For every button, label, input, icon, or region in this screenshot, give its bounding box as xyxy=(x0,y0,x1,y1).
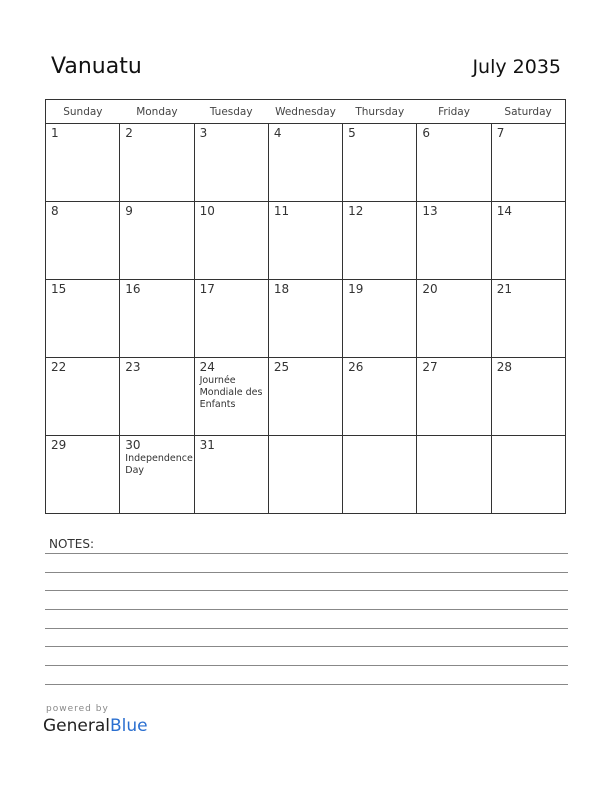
day-number: 27 xyxy=(422,360,438,374)
day-cell xyxy=(417,436,491,514)
day-number: 16 xyxy=(125,282,141,296)
day-cell xyxy=(343,124,417,202)
day-cell xyxy=(194,358,268,436)
day-cell xyxy=(194,436,268,514)
day-cell xyxy=(268,436,342,514)
day-number: 22 xyxy=(51,360,67,374)
brand-general: General xyxy=(43,716,110,736)
calendar-grid xyxy=(45,99,566,514)
day-number: 29 xyxy=(51,438,67,452)
day-number: 6 xyxy=(422,126,431,140)
day-number: 25 xyxy=(273,360,290,374)
week-row xyxy=(46,124,566,202)
notes-line xyxy=(45,609,568,610)
day-number: 30 xyxy=(125,438,141,452)
day-number: 28 xyxy=(496,360,512,374)
notes-line xyxy=(45,646,568,647)
day-number: 15 xyxy=(51,282,67,296)
day-cell xyxy=(194,202,268,280)
day-number: 26 xyxy=(348,360,364,374)
day-cell xyxy=(343,280,417,358)
day-number: 1 xyxy=(51,126,59,140)
generalblue-logo xyxy=(43,716,148,736)
day-cell xyxy=(194,280,268,358)
weekday-monday: Monday xyxy=(120,100,194,124)
day-cell xyxy=(417,358,491,436)
day-cell xyxy=(343,202,417,280)
day-number: 31 xyxy=(199,438,215,452)
day-number xyxy=(269,436,342,438)
notes-line xyxy=(45,553,568,554)
day-number: 17 xyxy=(199,282,215,296)
notes-line xyxy=(45,684,568,685)
day-number: 12 xyxy=(348,204,364,218)
day-number: 11 xyxy=(273,204,290,218)
holiday-label: Journée Mondiale des Enfants xyxy=(199,375,263,410)
week-row xyxy=(46,358,566,436)
day-cell xyxy=(417,124,491,202)
day-cell xyxy=(343,436,417,514)
day-cell xyxy=(343,358,417,436)
weekday-tuesday: Tuesday xyxy=(194,100,268,124)
day-cell xyxy=(46,280,120,358)
day-number: 4 xyxy=(273,126,282,140)
brand-blue: Blue xyxy=(110,716,148,736)
weekday-saturday: Saturday xyxy=(491,100,565,124)
day-cell xyxy=(46,124,120,202)
day-number: 9 xyxy=(125,204,133,218)
day-cell xyxy=(417,280,491,358)
week-row xyxy=(46,280,566,358)
month-title: July 2035 xyxy=(472,56,561,78)
day-number: 24 xyxy=(199,360,215,374)
day-number: 5 xyxy=(348,126,356,140)
weekday-thursday: Thursday xyxy=(343,100,417,124)
weekday-sunday: Sunday xyxy=(46,100,120,124)
day-cell xyxy=(491,280,565,358)
week-row xyxy=(46,436,566,514)
day-number: 7 xyxy=(496,126,505,140)
holiday-label: Independence Day xyxy=(125,453,193,476)
day-number: 18 xyxy=(273,282,290,296)
week-row xyxy=(46,202,566,280)
day-cell xyxy=(268,202,342,280)
powered-by-text: powered by xyxy=(46,704,109,714)
notes-line xyxy=(45,572,568,573)
day-number: 20 xyxy=(422,282,438,296)
day-cell xyxy=(268,124,342,202)
day-number: 23 xyxy=(125,360,141,374)
day-number: 21 xyxy=(496,282,512,296)
day-cell xyxy=(120,124,194,202)
day-number xyxy=(492,436,565,438)
notes-label: NOTES: xyxy=(49,537,94,551)
day-cell xyxy=(120,280,194,358)
day-cell xyxy=(417,202,491,280)
weekday-friday: Friday xyxy=(417,100,491,124)
day-cell xyxy=(491,202,565,280)
weekday-header-row xyxy=(46,100,566,124)
day-number: 19 xyxy=(348,282,364,296)
day-cell xyxy=(120,358,194,436)
day-cell xyxy=(46,436,120,514)
day-number: 14 xyxy=(496,204,512,218)
day-cell xyxy=(120,202,194,280)
weekday-wednesday: Wednesday xyxy=(268,100,342,124)
day-cell xyxy=(268,280,342,358)
day-number: 8 xyxy=(51,204,59,218)
day-number: 2 xyxy=(125,126,133,140)
notes-line xyxy=(45,628,568,629)
day-cell xyxy=(120,436,194,514)
day-cell xyxy=(491,358,565,436)
notes-line xyxy=(45,590,568,591)
notes-line xyxy=(45,665,568,666)
day-cell xyxy=(491,436,565,514)
day-cell xyxy=(194,124,268,202)
day-number: 13 xyxy=(422,204,438,218)
day-number xyxy=(343,436,416,438)
day-cell xyxy=(491,124,565,202)
day-cell xyxy=(46,358,120,436)
day-number: 3 xyxy=(199,126,208,140)
day-cell xyxy=(46,202,120,280)
country-title: Vanuatu xyxy=(51,54,142,79)
day-number xyxy=(417,436,490,438)
day-number: 10 xyxy=(199,204,215,218)
day-cell xyxy=(268,358,342,436)
